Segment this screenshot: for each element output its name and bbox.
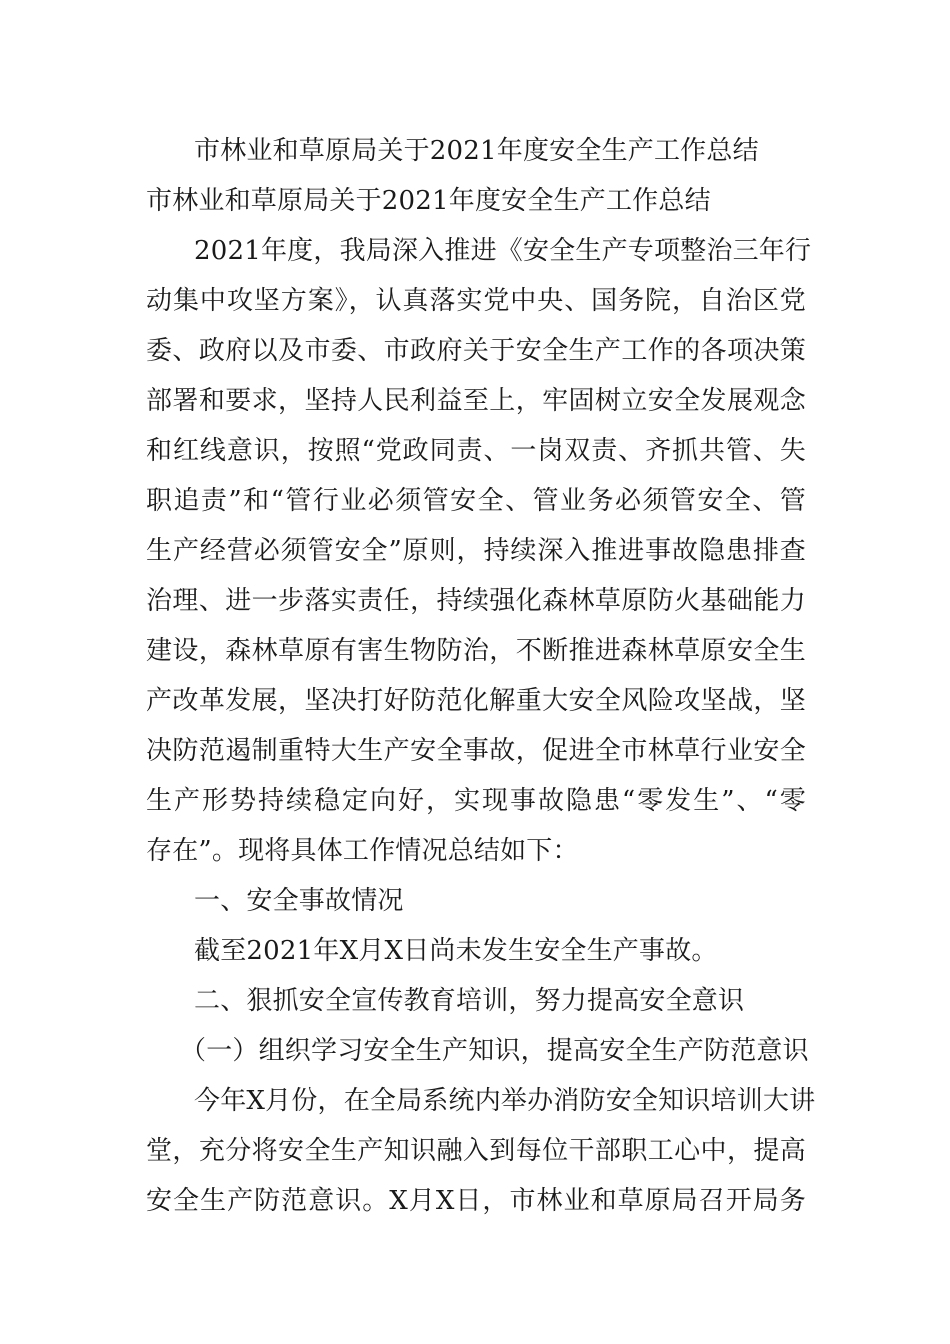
paragraph-line: 和红线意识，按照“党政同责、一岗双责、齐抓共管、失 bbox=[146, 436, 806, 466]
paragraph-line: 安全生产防范意识。X月X日，市林业和草原局召开局务 bbox=[146, 1186, 806, 1216]
paragraph-line: 动集中攻坚方案》，认真落实党中央、国务院，自治区党 bbox=[146, 286, 806, 316]
paragraph-line: 职追责”和“管行业必须管安全、管业务必须管安全、管 bbox=[146, 486, 806, 516]
paragraph-line: 产改革发展，坚决打好防范化解重大安全风险攻坚战，坚 bbox=[146, 686, 806, 716]
document-title-line: 市林业和草原局关于2021年度安全生产工作总结 bbox=[146, 186, 711, 216]
section-heading: 二、狠抓安全宣传教育培训，努力提高安全意识 bbox=[194, 986, 745, 1016]
paragraph-line: 决防范遏制重特大生产安全事故，促进全市林草行业安全 bbox=[146, 736, 806, 766]
paragraph-line: 存在”。现将具体工作情况总结如下： bbox=[146, 836, 579, 866]
paragraph-line: 截至2021年X月X日尚未发生安全生产事故。 bbox=[194, 936, 718, 966]
section-heading: 一、安全事故情况 bbox=[194, 886, 404, 916]
paragraph-line: 治理、进一步落实责任，持续强化森林草原防火基础能力 bbox=[146, 586, 806, 616]
subsection-heading: （一）组织学习安全生产知识，提高安全生产防范意识 bbox=[180, 1036, 809, 1066]
paragraph-line: 委、政府以及市委、市政府关于安全生产工作的各项决策 bbox=[146, 336, 806, 366]
paragraph-line: 部署和要求，坚持人民利益至上，牢固树立安全发展观念 bbox=[146, 386, 806, 416]
paragraph-line: 堂，充分将安全生产知识融入到每位干部职工心中，提高 bbox=[146, 1136, 806, 1166]
paragraph-line: 今年X月份，在全局系统内举办消防安全知识培训大讲 bbox=[194, 1086, 816, 1116]
paragraph-line: 生产经营必须管安全”原则，持续深入推进事故隐患排查 bbox=[146, 536, 806, 566]
paragraph-line: 生产形势持续稳定向好，实现事故隐患“零发生”、“零 bbox=[146, 786, 806, 816]
document-title-line: 市林业和草原局关于2021年度安全生产工作总结 bbox=[194, 136, 759, 166]
paragraph-line: 2021年度，我局深入推进《安全生产专项整治三年行 bbox=[194, 236, 812, 266]
paragraph-line: 建设，森林草原有害生物防治，不断推进森林草原安全生 bbox=[146, 636, 806, 666]
